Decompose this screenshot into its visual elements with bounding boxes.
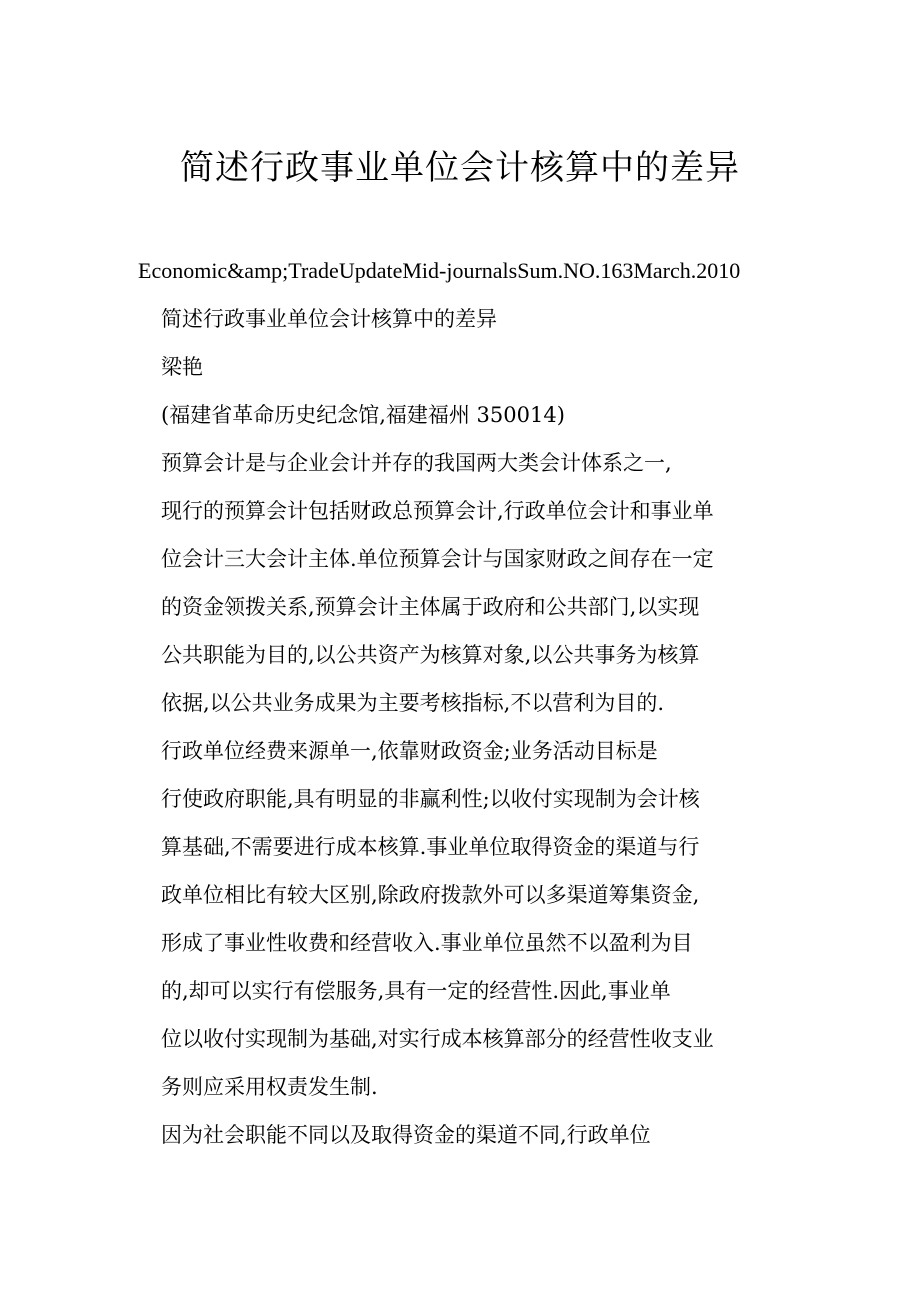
body-line: 的,却可以实行有偿服务,具有一定的经营性.因此,事业单 (161, 979, 671, 1003)
body-line: 政单位相比有较大区别,除政府拨款外可以多渠道筹集资金, (161, 883, 700, 907)
body-line: 位以收付实现制为基础,对实行成本核算部分的经营性收支业 (161, 1027, 714, 1051)
author-name: 梁艳 (161, 355, 203, 379)
article-subtitle: 简述行政事业单位会计核算中的差异 (161, 307, 497, 331)
body-line: 行政单位经费来源单一,依靠财政资金;业务活动目标是 (161, 739, 658, 763)
body-line: 算基础,不需要进行成本核算.事业单位取得资金的渠道与行 (161, 835, 700, 859)
body-line: 公共职能为目的,以公共资产为核算对象,以公共事务为核算 (161, 643, 700, 667)
body-line: 依据,以公共业务成果为主要考核指标,不以营利为目的. (161, 691, 665, 715)
body-line: 现行的预算会计包括财政总预算会计,行政单位会计和事业单 (161, 499, 714, 523)
body-line: 预算会计是与企业会计并存的我国两大类会计体系之一, (161, 451, 672, 475)
body-line: 因为社会职能不同以及取得资金的渠道不同,行政单位 (161, 1123, 651, 1147)
author-affiliation: (福建省革命历史纪念馆,福建福州 350014) (161, 403, 565, 427)
document-title: 简述行政事业单位会计核算中的差异 (180, 148, 740, 188)
body-line: 形成了事业性收费和经营收入.事业单位虽然不以盈利为目 (161, 931, 693, 955)
body-line: 位会计三大会计主体.单位预算会计与国家财政之间存在一定 (161, 547, 714, 571)
journal-info: Economic&amp;TradeUpdateMid-journalsSum.NO.163March.2010 (138, 258, 741, 283)
body-line: 的资金领拨关系,预算会计主体属于政府和公共部门,以实现 (161, 595, 700, 619)
body-line: 行使政府职能,具有明显的非赢利性;以收付实现制为会计核 (161, 787, 700, 811)
body-line: 务则应采用权责发生制. (161, 1075, 378, 1099)
